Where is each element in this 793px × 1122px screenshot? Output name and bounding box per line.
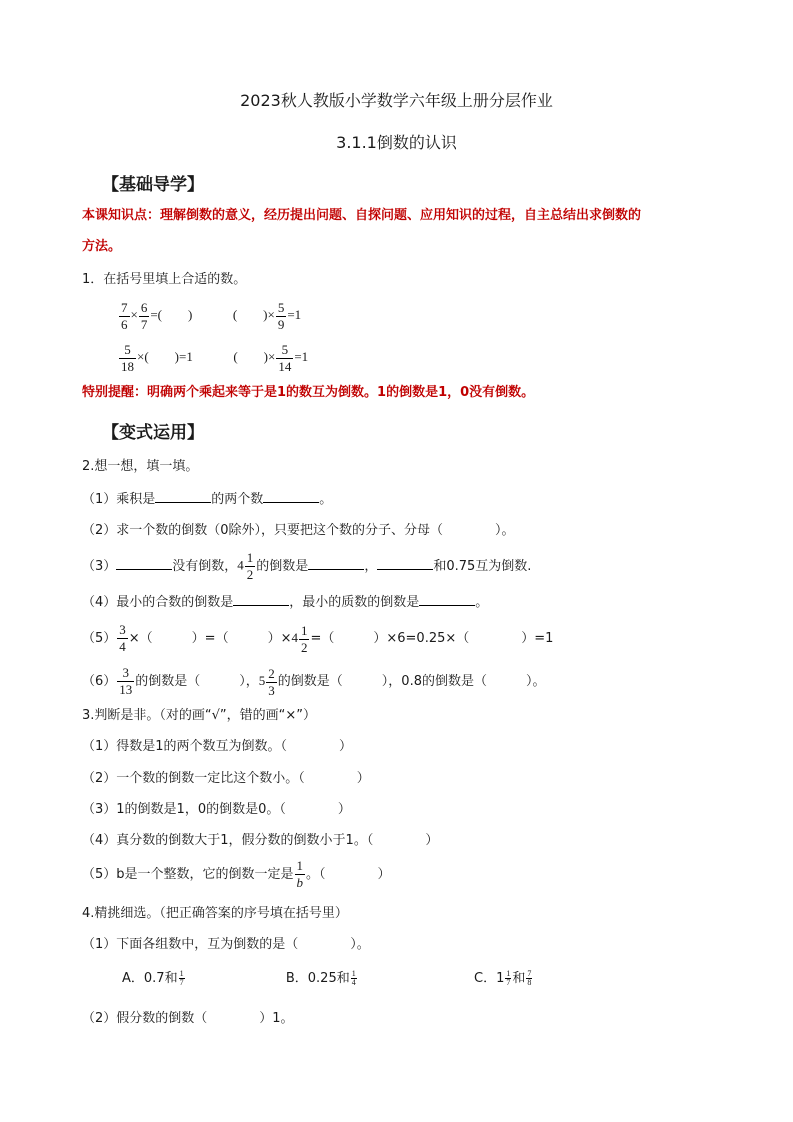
knowledge-point-line2: 方法。 bbox=[82, 239, 122, 254]
section-heading-variation: 【变式运用】 bbox=[102, 423, 204, 443]
fraction: $\frac{1}{b}$ bbox=[296, 858, 304, 890]
question-4-title: 4.精挑细选。（把正确答案的序号填在括号里） bbox=[82, 906, 348, 921]
section-heading-basic: 【基础导学】 bbox=[102, 175, 204, 195]
q3-item-1: （1）得数是1的两个数互为倒数。（ ） bbox=[82, 739, 353, 754]
q3-item-4: （4）真分数的倒数大于1，假分数的倒数小于1。（ ） bbox=[82, 833, 439, 848]
q4-item-1: （1）下面各组数中，互为倒数的是（ ）。 bbox=[82, 937, 370, 952]
option-c[interactable]: C．1 $\frac{1}{7}$ 和 $\frac{7}{8}$ bbox=[474, 969, 532, 987]
fraction: $\frac{7}{6}$ bbox=[121, 299, 128, 332]
q2-item-2: （2）求一个数的倒数（0除外），只要把这个数的分子、分母（ ）。 bbox=[82, 523, 515, 538]
lesson-subtitle: 3.1.1倒数的认识 bbox=[336, 133, 457, 152]
fill-blank[interactable] bbox=[419, 593, 475, 606]
page-title: 2023秋人教版小学数学六年级上册分层作业 bbox=[240, 91, 553, 110]
answer-blank[interactable]: ( )× bbox=[232, 307, 275, 322]
q2-item-1: （1）乘积是 的两个数 。 bbox=[82, 492, 333, 507]
mixed-number: 5 $\frac{2}{3}$ bbox=[258, 665, 275, 698]
option-a[interactable]: A．0.7和 $\frac{1}{7}$ bbox=[122, 969, 184, 987]
fill-blank[interactable] bbox=[377, 557, 433, 570]
fraction: $\frac{6}{7}$ bbox=[140, 299, 148, 332]
q4-options bbox=[122, 966, 533, 992]
fraction: $\frac{5}{9}$ bbox=[277, 299, 285, 332]
fraction: $\frac{3}{4}$ bbox=[119, 621, 126, 654]
q3-item-3: （3）1的倒数是1，0的倒数是0。（ ） bbox=[82, 802, 351, 817]
answer-blank[interactable]: ×( )=1 bbox=[137, 349, 193, 364]
q3-item-2: （2）一个数的倒数一定比这个数小。（ ） bbox=[82, 771, 370, 786]
knowledge-point-line1: 本课知识点：理解倒数的意义，经历提出问题、自探问题、应用知识的过程，自主总结出求倒数的 bbox=[82, 208, 642, 223]
question-2-title: 2.想一想，填一填。 bbox=[82, 459, 199, 474]
q1-row-2: $\frac{5}{18}$ ×( )=1 ( )× $\frac{5}{14}$ =1 bbox=[121, 341, 309, 374]
fill-blank[interactable] bbox=[233, 593, 289, 606]
mixed-number: 4 $\frac{1}{2}$ bbox=[237, 550, 254, 582]
answer-blank[interactable]: =( ) bbox=[150, 307, 193, 322]
fraction: $\frac{5}{14}$ bbox=[278, 341, 292, 374]
q4-item-2: （2）假分数的倒数（ ）1。 bbox=[82, 1011, 294, 1026]
fill-blank[interactable] bbox=[263, 490, 319, 503]
option-b[interactable]: B．0.25和 $\frac{1}{4}$ bbox=[285, 969, 356, 987]
q2-item-5: （5） $\frac{3}{4}$ ×（ ）=（ ）×4 $\frac{1}{2}$ =（ ）×6=0.25×（ ）=1 bbox=[82, 621, 554, 655]
special-tip: 特别提醒：明确两个乘起来等于是1的数互为倒数。1的倒数是1，0没有倒数。 bbox=[82, 385, 535, 400]
fill-blank[interactable] bbox=[155, 490, 211, 503]
answer-blank[interactable]: ( )× bbox=[233, 349, 276, 364]
fraction: $\frac{3}{13}$ bbox=[119, 664, 133, 697]
q1-row-1: $\frac{7}{6}$ × $\frac{6}{7}$ =( ) ( )× $\frac{5}{9}$ =1 bbox=[121, 299, 302, 332]
fraction: $\frac{5}{18}$ bbox=[121, 341, 134, 374]
fill-blank[interactable] bbox=[116, 557, 172, 570]
question-1-title: 1．在括号里填上合适的数。 bbox=[82, 272, 247, 287]
q3-item-5: （5）b是一个整数，它的倒数一定是 $\frac{1}{b}$ 。（ ） bbox=[82, 858, 391, 890]
fill-blank[interactable] bbox=[308, 557, 364, 570]
mixed-number: 4 $\frac{1}{2}$ bbox=[291, 622, 308, 655]
question-3-title: 3.判断是非。（对的画“√”，错的画“×”） bbox=[82, 708, 317, 723]
q2-item-4: （4）最小的合数的倒数是 ，最小的质数的倒数是 。 bbox=[82, 595, 489, 610]
q2-item-6: （6） $\frac{3}{13}$ 的倒数是（ ），5 $\frac{2}{3}$ 的倒数是（ ），0.8的倒数是（ ）。 bbox=[82, 664, 546, 698]
q2-item-3: （3） 没有倒数，4 $\frac{1}{2}$ 的倒数是 ， 和0.75互为倒数. bbox=[82, 550, 532, 582]
